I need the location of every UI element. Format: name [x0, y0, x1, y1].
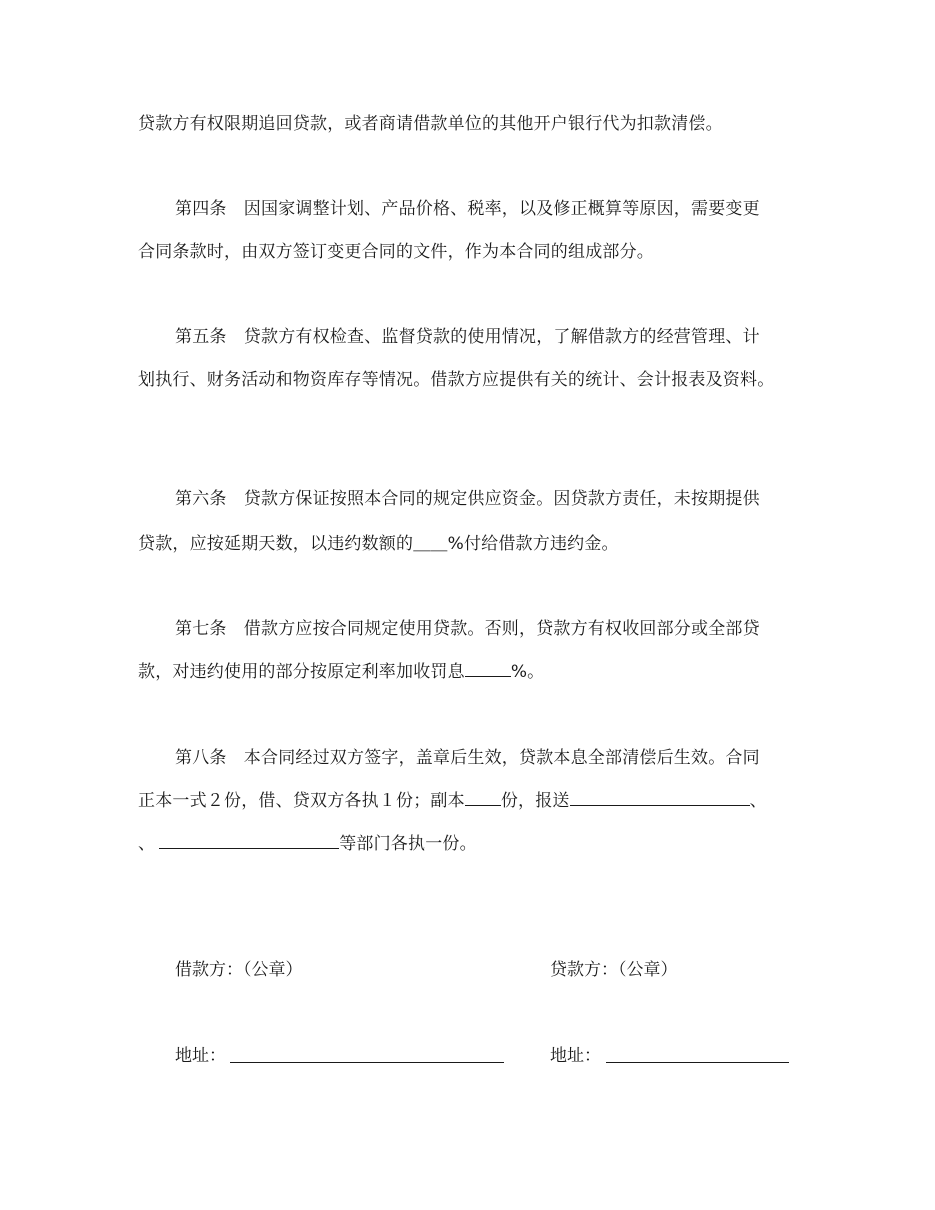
article-4-line-1: 第四条 因国家调整计划、产品价格、税率，以及修正概算等原因，需要变更	[175, 199, 760, 219]
article-8-line-3	[138, 832, 477, 856]
borrower-address-line	[230, 1062, 504, 1063]
article-7-line-2	[138, 660, 544, 684]
borrower-address-label: 地址：	[175, 1046, 226, 1066]
recipient-blank-2	[159, 832, 339, 849]
article-8-line-2-text-b: 份，报送	[500, 791, 570, 811]
article-8-line-2-sep: 、	[749, 791, 767, 811]
article-6-line-1: 第六条 贷款方保证按照本合同的规定供应资金。因贷款方责任，未按期提供	[175, 489, 760, 509]
article-7-line-2-text: 款，对违约使用的部分按原定利率加收罚息	[138, 662, 465, 682]
article-8-line-3-text: 等部门各执一份。	[339, 834, 477, 854]
penalty-rate-blank	[465, 660, 511, 677]
article-7-line-2-suffix: %。	[510, 662, 545, 682]
article-8-line-1: 第八条 本合同经过双方签字，盖章后生效，贷款本息全部清偿后生效。合同	[175, 748, 760, 768]
lender-address-line	[606, 1062, 789, 1063]
article-5-line-2: 划执行、财务活动和物资库存等情况。借款方应提供有关的统计、会计报表及资料。	[138, 370, 775, 390]
article-8-line-2	[138, 789, 767, 813]
paragraph-tail: 贷款方有权限期追回贷款，或者商请借款单位的其他开户银行代为扣款清偿。	[138, 114, 723, 134]
article-5-line-1: 第五条 贷款方有权检查、监督贷款的使用情况，了解借款方的经营管理、计	[175, 327, 760, 347]
lender-address-label: 地址：	[550, 1046, 601, 1066]
article-7-line-1: 第七条 借款方应按合同规定使用贷款。否则，贷款方有权收回部分或全部贷	[175, 619, 760, 639]
article-6-line-2: 贷款，应按延期天数，以违约数额的＿＿%付给借款方违约金。	[138, 534, 619, 554]
copies-count-blank	[465, 789, 501, 806]
article-8-line-3-sep: 、	[138, 834, 156, 854]
article-4-line-2: 合同条款时，由双方签订变更合同的文件，作为本合同的组成部分。	[138, 242, 654, 262]
borrower-seal-label: 借款方：（公章）	[175, 960, 303, 980]
article-8-line-2-text: 正本一式２份，借、贷双方各执１份；副本	[138, 791, 465, 811]
lender-seal-label: 贷款方：（公章）	[550, 960, 678, 980]
recipient-blank-1	[570, 789, 750, 806]
